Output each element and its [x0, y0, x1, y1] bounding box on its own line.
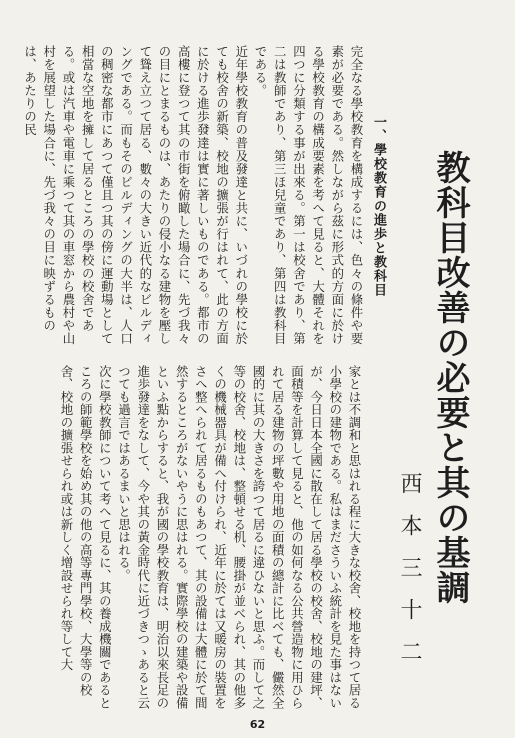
page-number: 62 — [249, 718, 266, 731]
paragraph: 家とは不調和と思はれる程に大きな校舍、校地を持つて居る小學校の建物である。私はまださういふ統計を見た事はないが、今日日本全國に散在して居る學校の校舍、校地の建坪、面積等を計算して見ると、他の如何なる公共營造物に用ひられて居る建物の坪數や用地の面積の總計に比べても、儼然全國的に其の大きさを誇つて居るに違ひないと思ふ。而して之等の校舍、校地は、整頓せる机、腰掛が並べられ、其の他多くの機械器具が備へ付けられ、近年に於ては又暖房の裝置をさへ整へられて居るものもあつて、其の設備は大體に於て間然するところがないやうに思はれる。實際學校の建築や設備といふ點からすると、我が國の學校教育は、明治以來長足の進歩發達をなして、今や其の黃金時代に近づきつゝあると云つても過言ではあるまいと思はれる。 — [116, 365, 362, 710]
paragraph: 近年學校教育の普及發達と共に、いづれの學校に於ても校舍の新築、校地の擴張が行はれて、此の方面に於ける進歩發達は實に著しいものである。都市の高樓に登つて其の市街を俯瞰した場合に、先づ我々の目にとまるものは、あたりの侵小なる建物を壓して聳え立つて居る、數々の大きい近代的なビルディングである。而もそのビルディングの大半は、人口の稠密な都市にあつて僅且つ其の傍に運動場として相當な空地を擁して居るところの學校の校舍である。或は汽車や電車に乘つて其の車窓から農村や山村を展望した場合に、先づ我々の目に映ずるものは、あたりの民 — [22, 45, 249, 346]
paragraph: 次に學校教師について考へて見るに、其の養成機關であるところの師範學校を始め其の他の高等專門學校、大學等の校舍、校地の擴張せられ或は新しく增設せられ等して大 — [58, 365, 113, 710]
article-title: 教科目改善の必要と其の基調 — [430, 150, 470, 605]
lower-body-text — [27, 365, 364, 717]
author-name: 西本三十二 — [397, 472, 422, 682]
paragraph: 完全なる學校教育を構成するには、色々の條件や要素が必要である。然しながら茲に形式的方面に於ける學校教育の構成要素を考へて見ると、大體それを四つに分類する事が出來る。第一は校舍であり、第二は教師であり、第三ほ兒童であり、第四は教科目である。 — [252, 45, 364, 346]
upper-body-text — [22, 45, 366, 352]
section-heading: 一、學校教育の進歩と教科目 — [371, 115, 386, 297]
